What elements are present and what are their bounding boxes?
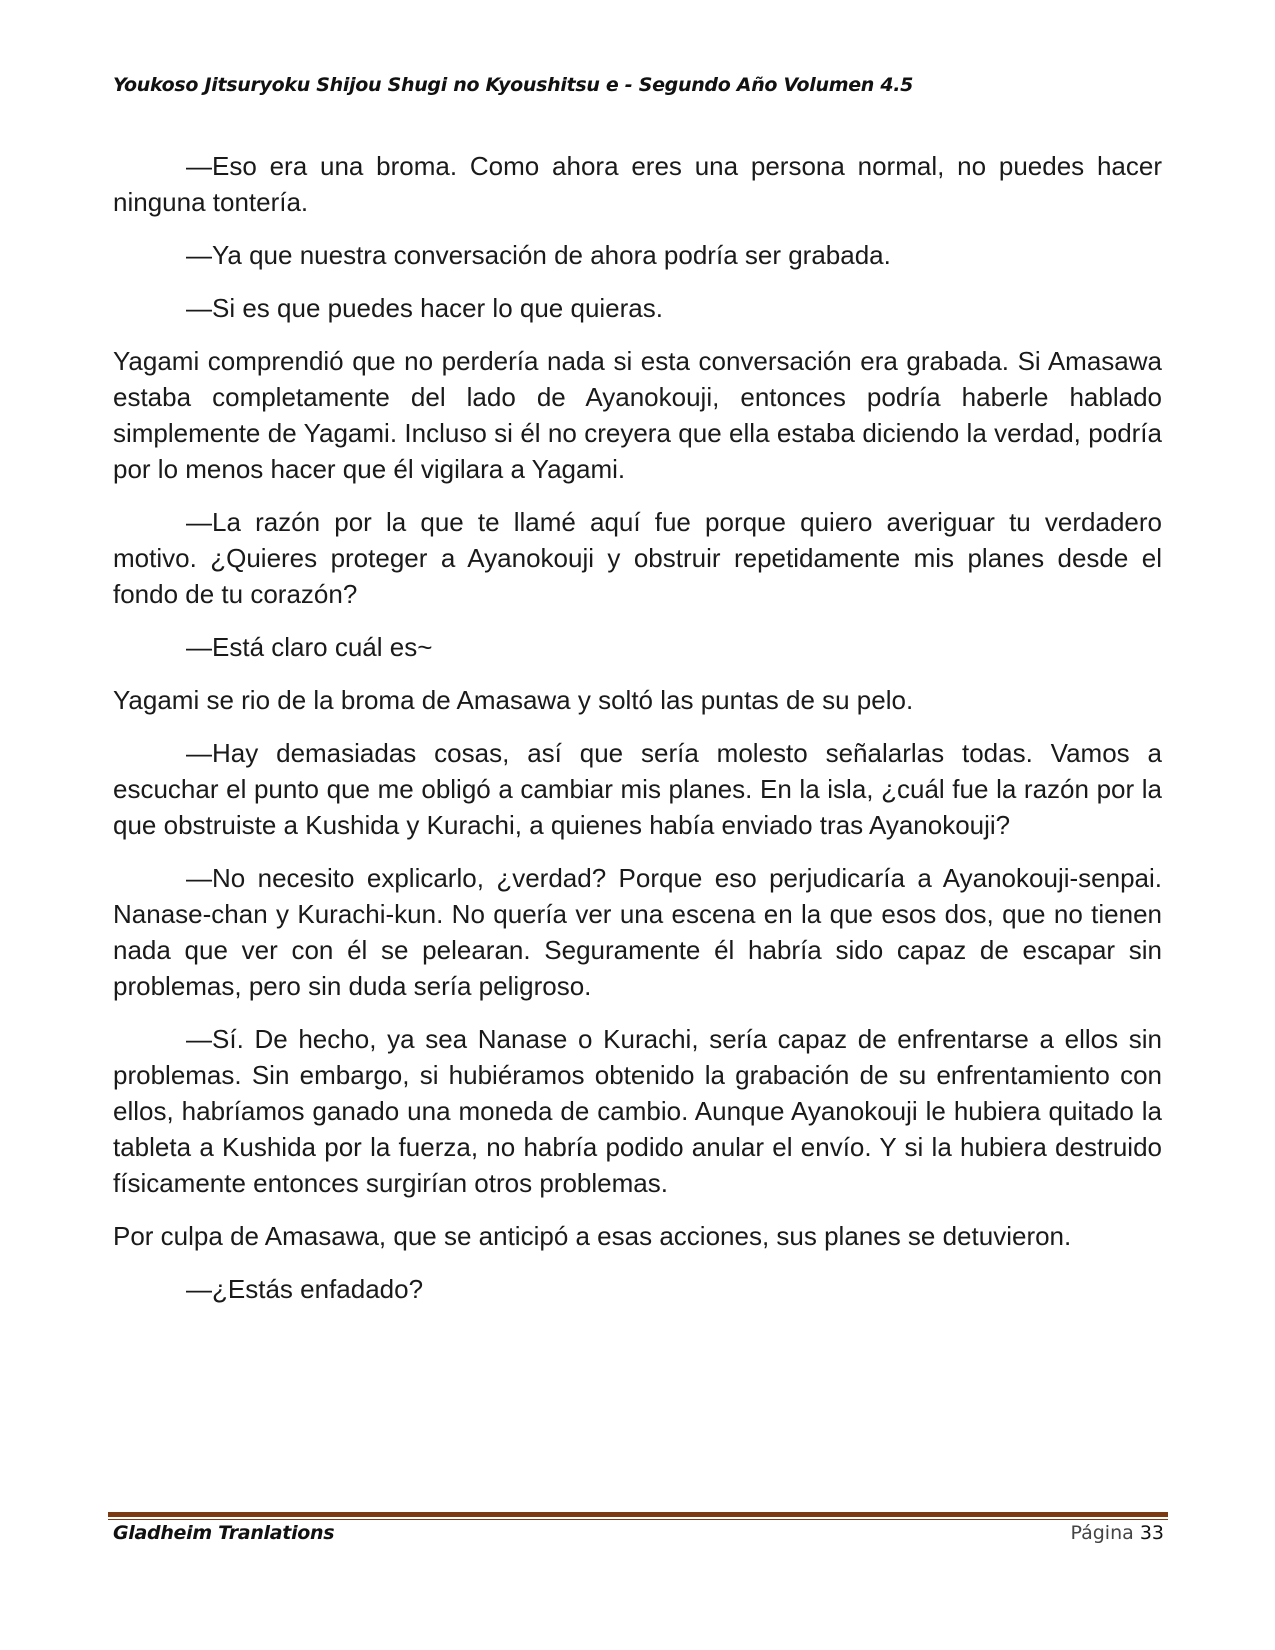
paragraph-12: —¿Estás enfadado? [186, 1274, 424, 1304]
paragraph-2: —Ya que nuestra conversación de ahora podría ser grabada. [186, 240, 891, 270]
paragraph-4: Yagami comprendió que no perdería nada si esta conversación era grabada. Si Amasawa estaba completamente del lado de Ayanokouji, entonces podría haberle hablado simplemente de Yagami. Incluso si él no creyera que ella estaba diciendo la verdad, podría por lo menos hacer que él vigilara a Yagami. [113, 346, 1162, 484]
footer-divider-thin [108, 1519, 1168, 1520]
footer-page-indicator [1070, 1522, 1164, 1544]
page-number: 33 [1139, 1522, 1164, 1544]
page-label: Página [1070, 1522, 1134, 1544]
paragraph-1: —Eso era una broma. Como ahora eres una persona normal, no puedes hacer ninguna tontería. [113, 151, 1162, 217]
paragraph-7: Yagami se rio de la broma de Amasawa y soltó las puntas de su pelo. [113, 685, 914, 715]
paragraph-9: —No necesito explicarlo, ¿verdad? Porque eso perjudicaría a Ayanokouji-senpai. Nanase-chan y Kurachi-kun. No quería ver una escena en la que esos dos, que no tienen nada que ver con él se pelearan. Seguramente él habría sido capaz de escapar sin problemas, pero sin duda sería peligroso. [113, 863, 1162, 1001]
page-header-title: Youkoso Jitsuryoku Shijou Shugi no Kyoushitsu e - Segundo Año Volumen 4.5 [113, 74, 914, 96]
paragraph-8: —Hay demasiadas cosas, así que sería molesto señalarlas todas. Vamos a escuchar el punto que me obligó a cambiar mis planes. En la isla, ¿cuál fue la razón por la que obstruiste a Kushida y Kurachi, a quienes había enviado tras Ayanokouji? [113, 738, 1162, 840]
footer-divider-thick [108, 1512, 1168, 1517]
paragraph-5: —La razón por la que te llamé aquí fue porque quiero averiguar tu verdadero motivo. ¿Quieres proteger a Ayanokouji y obstruir repetidamente mis planes desde el fondo de tu corazón? [113, 507, 1162, 609]
footer-credit: Gladheim Tranlations [113, 1522, 335, 1544]
page-body [113, 148, 1162, 1324]
paragraph-11: Por culpa de Amasawa, que se anticipó a esas acciones, sus planes se detuvieron. [113, 1221, 1072, 1251]
paragraph-6: —Está claro cuál es~ [186, 632, 433, 662]
paragraph-10: —Sí. De hecho, ya sea Nanase o Kurachi, sería capaz de enfrentarse a ellos sin problemas. Sin embargo, si hubiéramos obtenido la grabación de su enfrentamiento con ellos, habríamos ganado una moneda de cambio. Aunque Ayanokouji le hubiera quitado la tableta a Kushida por la fuerza, no habría podido anular el envío. Y si la hubiera destruido físicamente entonces surgirían otros problemas. [113, 1024, 1162, 1198]
paragraph-3: —Si es que puedes hacer lo que quieras. [186, 293, 663, 323]
footer-divider [108, 1512, 1168, 1520]
